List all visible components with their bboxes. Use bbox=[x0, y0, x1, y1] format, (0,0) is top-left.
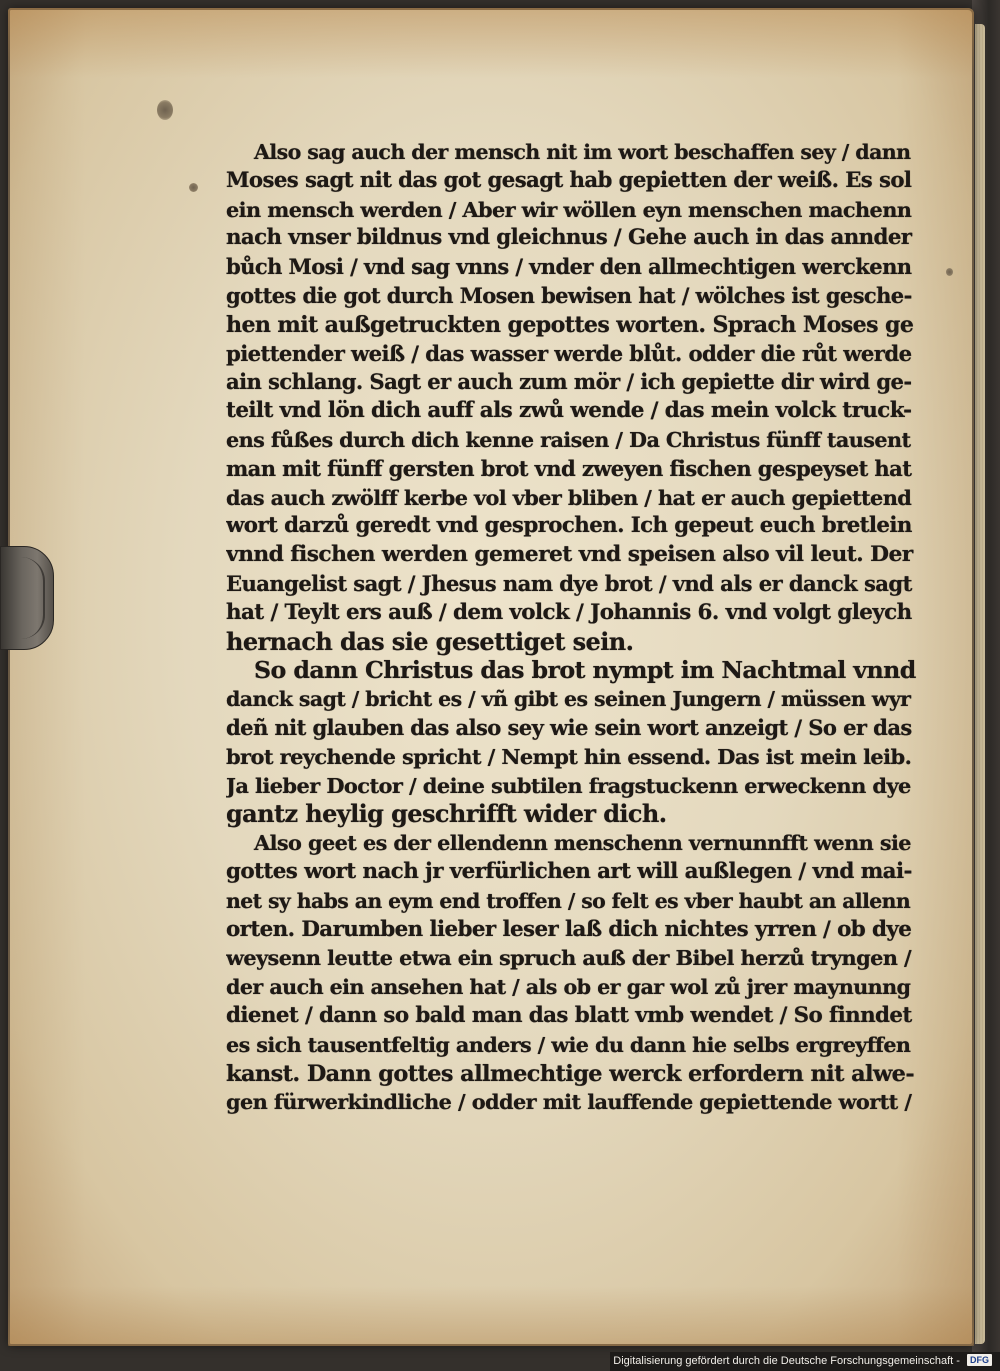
text-line: Also geet es der ellendenn menschenn vernunnfft wenn sie bbox=[254, 830, 911, 856]
text-line: gottes die got durch Mosen bewisen hat / wölches ist gesche- bbox=[226, 282, 912, 308]
credit-text: Digitalisierung gefördert durch die Deutsche Forschungsgemeinschaft - bbox=[613, 1355, 960, 1367]
text-line: teilt vnd lön dich auff als zwů wende / das mein volck truck- bbox=[226, 398, 912, 424]
digitization-credit bbox=[610, 1352, 1000, 1371]
text-line: der auch ein ansehen hat / als ob er gar wol zů jrer maynunng bbox=[226, 975, 911, 1000]
text-line: Also sag auch der mensch nit im wort beschaffen sey / dann bbox=[254, 140, 911, 164]
text-line: brot reychende spricht / Nempt hin essend. Das ist mein leib. bbox=[226, 743, 912, 769]
text-line: bůch Mosi / vnd sag vnns / vnder den allmechtigen werckenn bbox=[226, 254, 912, 280]
text-line: ain schlang. Sagt er auch zum mör / ich gepiette dir wird ge- bbox=[226, 369, 912, 395]
text-line: es sich tausentfeltig anders / wie du dann hie selbs ergreyffen bbox=[226, 1032, 911, 1057]
text-line: ein mensch werden / Aber wir wöllen eyn menschen machenn bbox=[226, 196, 912, 222]
book-page bbox=[8, 8, 974, 1346]
text-line: man mit fünff gersten brot vnd zweyen fischen gespeyset hat bbox=[226, 455, 912, 481]
page-spot bbox=[189, 183, 198, 192]
text-line: danck sagt / bricht es / vñ gibt es seinen Jungern / müssen wyr bbox=[226, 687, 911, 712]
text-line: gottes wort nach jr verfürlichen art will außlegen / vnd mai- bbox=[226, 858, 912, 884]
text-line: deñ nit glauben das also sey wie sein wort anzeigt / So er das bbox=[226, 714, 912, 740]
text-line: Ja lieber Doctor / deine subtilen fragstuckenn erweckenn dye bbox=[226, 772, 911, 798]
text-line: piettender weiß / das wasser werde blůt. odder die růt werde bbox=[226, 340, 912, 366]
page-spot bbox=[946, 268, 953, 276]
text-line: das auch zwölff kerbe vol vber bliben / hat er auch gepiettend bbox=[226, 484, 912, 510]
text-line: Euangelist sagt / Jhesus nam dye brot / vnd als er danck sagt bbox=[226, 570, 912, 596]
page-stain-bottom bbox=[8, 1286, 974, 1346]
text-line: hernach das sie gesettiget sein. bbox=[226, 627, 634, 656]
dfg-logo: DFG bbox=[967, 1354, 992, 1366]
page-text-block bbox=[226, 138, 926, 1138]
text-line: vnnd fischen werden gemeret vnd speisen also vil leut. Der bbox=[226, 542, 913, 568]
page-spot bbox=[157, 100, 173, 120]
page-edges bbox=[975, 24, 985, 1344]
text-line: wort darzů geredt vnd gesprochen. Ich gepeut euch bretlein bbox=[226, 513, 912, 539]
book-clasp-inner bbox=[7, 557, 45, 639]
text-line: orten. Darumben lieber leser laß dich nichtes yrren / ob dye bbox=[226, 916, 912, 942]
book-clasp bbox=[0, 546, 54, 650]
text-line: hen mit außgetruckten gepottes worten. Sprach Moses ge bbox=[226, 311, 914, 338]
page-stain-top bbox=[8, 8, 974, 78]
text-line: weysenn leutte etwa ein spruch auß der Bibel herzů tryngen / bbox=[226, 945, 912, 971]
text-line: Moses sagt nit das got gesagt hab gepietten der weiß. Es sol bbox=[226, 167, 912, 193]
text-line: hat / Teylt ers auß / dem volck / Johannis 6. vnd volgt gleych bbox=[226, 599, 912, 625]
text-line: gantz heylig geschrifft wider dich. bbox=[226, 800, 667, 829]
text-line: So dann Christus das brot nympt im Nachtmal vnnd bbox=[254, 656, 916, 685]
text-line: ens fůßes durch dich kenne raisen / Da Christus fünff tausent bbox=[226, 426, 911, 452]
text-line: kanst. Dann gottes allmechtige werck erfordern nit alwe- bbox=[226, 1060, 915, 1087]
text-line: nach vnser bildnus vnd gleichnus / Gehe auch in das annder bbox=[226, 225, 912, 251]
text-line: gen fürwerkindliche / odder mit lauffende gepiettende wortt / bbox=[226, 1089, 912, 1115]
text-line: net sy habs an eym end troffen / so felt es vber haubt an allenn bbox=[226, 888, 911, 913]
text-line: dienet / dann so bald man das blatt vmb wendet / So finndet bbox=[226, 1002, 912, 1028]
